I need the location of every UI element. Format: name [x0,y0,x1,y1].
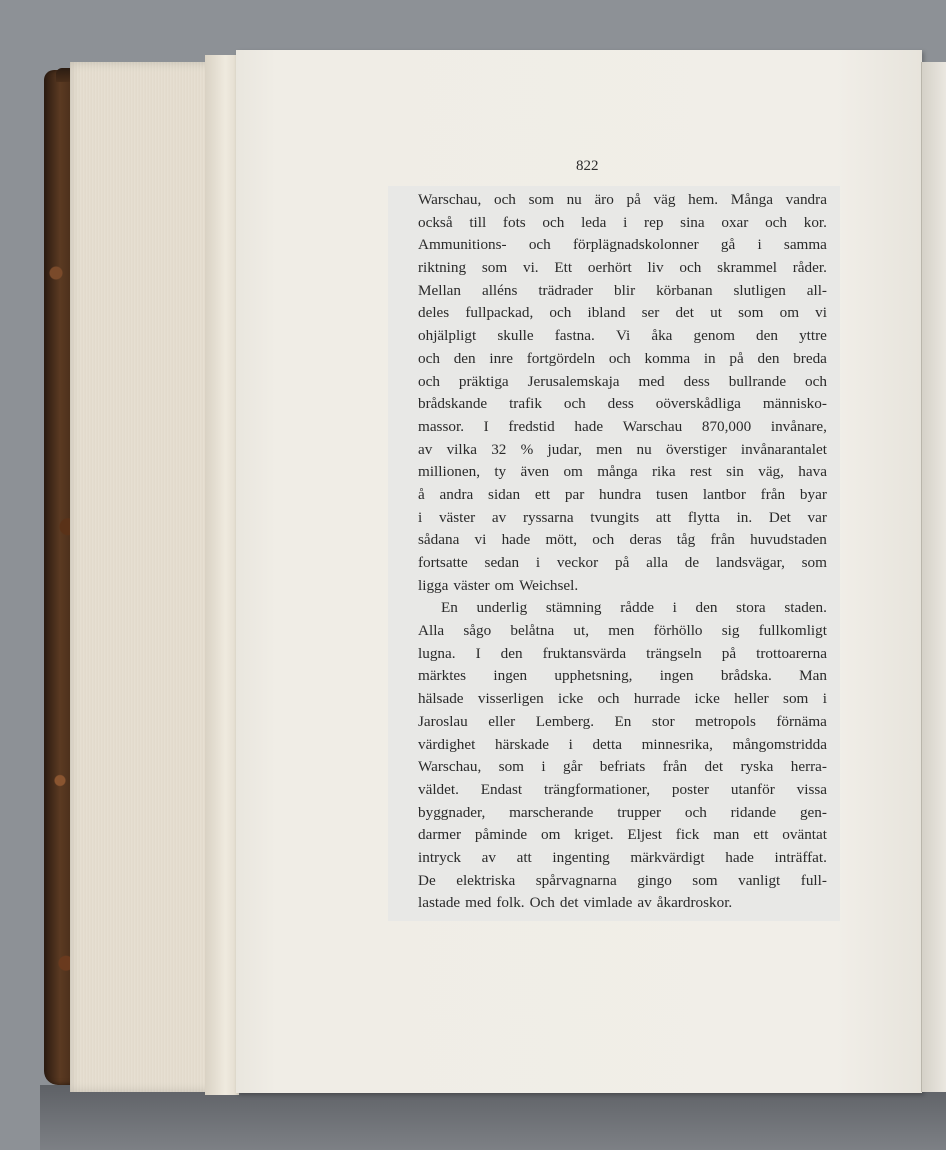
text-line: värdighet härskade i detta minnesrika, mångomstridda [418,735,827,753]
table-shadow [40,1085,946,1150]
next-page-edge [921,62,946,1092]
text-line: lugna. I den fruktansvärda trängseln på trottoarerna [418,644,827,662]
text-line: Warschau, och som nu äro på väg hem. Många vandra [418,191,827,208]
text-line: byggnader, marscherande trupper och ridande gen- [418,803,827,821]
text-line: väldet. Endast trängformationer, poster utanför vissa [418,780,827,798]
text-line: riktning som vi. Ett oerhört liv och skrammel råder. [418,259,827,277]
text-line: deles fullpackad, och ibland ser det ut som om vi [418,304,827,322]
text-line: darmer påminde om kriget. Eljest fick man ett oväntat [418,826,827,844]
text-line: Jaroslau eller Lemberg. En stor metropols förnäma [418,712,827,730]
text-line: brådskande trafik och dess oöverskådliga människo- [418,395,827,413]
text-line: och präktiga Jerusalemskaja med dess bullrande och [418,372,827,390]
page-number: 822 [576,158,599,174]
text-line: Ammunitions- och förplägnadskolonner gå i samma [418,236,827,254]
text-line: fortsatte sedan i veckor på alla de landsvägar, som [418,554,827,571]
text-line: Mellan alléns trädrader blir körbanan slutligen all- [418,281,827,299]
text-line: intryck av att ingenting märkvärdigt hade inträffat. [418,848,827,866]
text-body [418,189,827,915]
text-line: å andra sidan ett par hundra tusen lantbor från byar [418,485,827,503]
text-line: ohjälpligt skulle fastna. Vi åka genom den yttre [418,327,827,345]
text-line: i väster av ryssarna tvungits att flytta in. Det var [418,508,827,526]
text-line: sådana vi hade mött, och deras tåg från huvudstaden [418,531,827,549]
text-line: lastade med folk. Och det vimlade av åkardroskor. [418,894,733,912]
text-line: också till fots och leda i rep sina oxar och kor. [418,213,827,231]
text-line: De elektriska spårvagnarna gingo som vanligt full- [418,871,827,889]
text-line: millionen, ty även om många rika rest sin väg, hava [418,463,827,481]
text-line: och den inre fortgördeln och komma in på den breda [418,349,827,367]
page-block-edge [205,55,239,1095]
text-line: märktes ingen upphetsning, ingen brådska. Man [418,667,827,685]
text-line: av vilka 32 % judar, men nu överstiger invånarantalet [418,440,827,458]
text-line: Warschau, som i går befriats från det ryska herra- [418,758,827,776]
text-line: ligga väster om Weichsel. [418,576,579,594]
text-line: En underlig stämning rådde i den stora staden. [441,599,827,617]
text-line: Alla sågo belåtna ut, men förhöllo sig fullkomligt [418,622,827,640]
text-line: hälsade visserligen icke och hurrade icke heller som i [418,690,827,708]
text-line: massor. I fredstid hade Warschau 870,000 invånare, [418,417,827,435]
